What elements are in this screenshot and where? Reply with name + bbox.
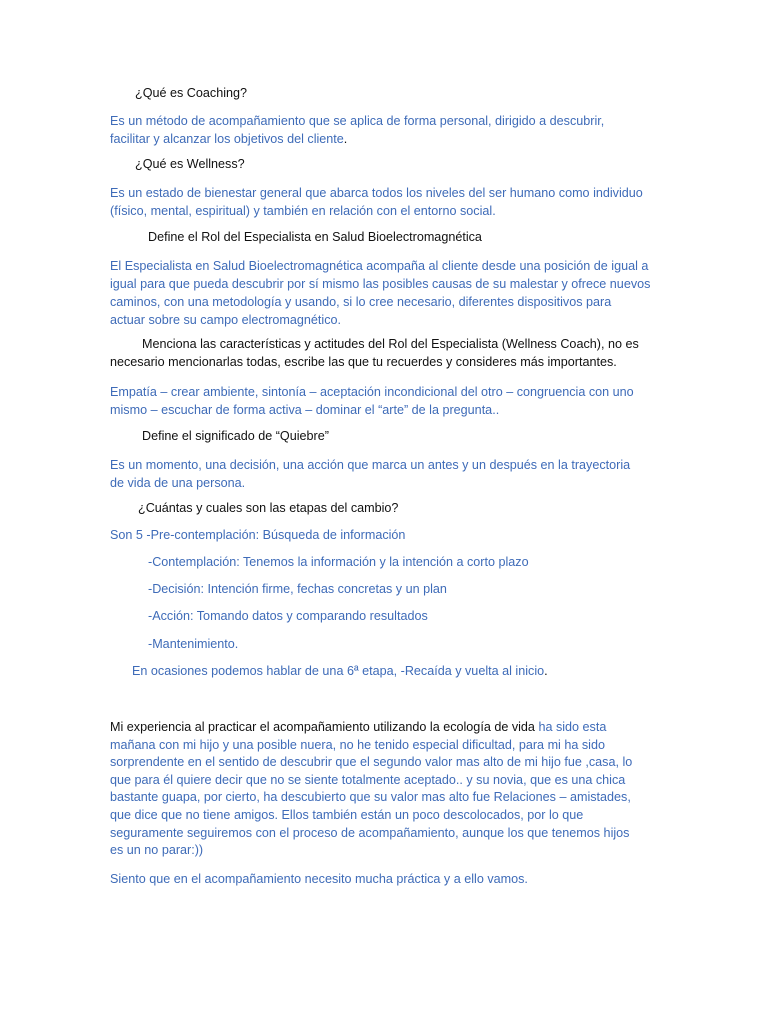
answer-rol-especialista (110, 257, 662, 329)
experience-line: bastante guapa, por cierto, ha descubierto que su valor mas alto fue Relaciones – amistades, (110, 790, 631, 805)
answer-line: facilitar y alcanzar los objetivos del cliente. (110, 132, 348, 146)
experience-line: sorprendente en el sentido de descubrir que el segundo valor mas alto de mi hijo fue ,casa, lo (110, 755, 633, 770)
question-caracteristicas-line1: Menciona las características y actitudes del Rol del Especialista (Wellness Coach), no es (142, 337, 639, 351)
answer-line: mismo – escuchar de forma activa – dominar el “arte” de la pregunta.. (110, 403, 500, 417)
answer-line: caminos, con una metodología y usando, si lo cree necesario, diferentes dispositivos para (110, 295, 612, 309)
experience-line: seguramente seguiremos con el proceso de acompañamiento, aunque los que tenemos hijos (110, 825, 630, 840)
stage-extra: En ocasiones podemos hablar de una 6ª etapa, -Recaída y vuelta al inicio. (132, 664, 548, 678)
answer-line: Es un estado de bienestar general que abarca todos los niveles del ser humano como individuo (110, 186, 643, 200)
answer-line: Es un momento, una decisión, una acción que marca un antes y un después en la trayectoria (110, 458, 631, 472)
experience-paragraph (110, 719, 670, 860)
answer-line: de vida de una persona. (110, 476, 246, 490)
question-coaching: ¿Qué es Coaching? (135, 86, 248, 100)
answer-coaching (110, 112, 662, 148)
answer-line: igual para que pueda descubrir por sí mismo las posibles causas de su malestar y ofrece nuevos (110, 277, 651, 291)
experience-line: que dice que no tiene amigos. Ellos también están un poco descolocados, por lo que (110, 807, 584, 822)
experience-line: que para él quiere decir que no se siente totalmente aceptado.. y su novia, que es una chica (110, 772, 626, 787)
stage-item: -Decisión: Intención firme, fechas concretas y un plan (148, 582, 447, 596)
stage-intro: Son 5 -Pre-contemplación: Búsqueda de información (110, 528, 406, 542)
experience-line: es un no parar:)) (110, 843, 204, 858)
question-caracteristicas-line2: necesario mencionarlas todas, escribe las que tu recuerdes y consideres más importantes. (110, 355, 617, 369)
stage-item: -Mantenimiento. (148, 637, 239, 651)
stage-item: -Acción: Tomando datos y comparando resultados (148, 609, 428, 623)
question-etapas-cambio: ¿Cuántas y cuales son las etapas del cambio? (138, 501, 399, 515)
answer-line: Empatía – crear ambiente, sintonía – aceptación incondicional del otro – congruencia con uno (110, 385, 634, 399)
stage-item: -Contemplación: Tenemos la información y la intención a corto plazo (148, 555, 529, 569)
answer-line: Es un método de acompañamiento que se aplica de forma personal, dirigido a descubrir, (110, 114, 605, 128)
question-rol-especialista: Define el Rol del Especialista en Salud Bioelectromagnética (148, 230, 482, 244)
experience-line: mañana con mi hijo y una posible nuera, no he tenido especial dificultad, para mi ha sido (110, 737, 605, 752)
question-wellness: ¿Qué es Wellness? (135, 157, 245, 171)
answer-line: El Especialista en Salud Bioelectromagnética acompaña al cliente desde una posición de igual a (110, 259, 649, 273)
answer-wellness (110, 184, 662, 220)
question-quiebre: Define el significado de “Quiebre” (142, 429, 329, 443)
answer-caracteristicas (110, 383, 662, 419)
closing-line (110, 870, 662, 888)
answer-line: (físico, mental, espiritual) y también en relación con el entorno social. (110, 204, 496, 218)
answer-quiebre (110, 456, 662, 492)
answer-line: actuar sobre su campo electromagnético. (110, 313, 342, 327)
experience-line: Mi experiencia al practicar el acompañamiento utilizando la ecología de vida ha sido esta (110, 720, 607, 734)
closing-text: Siento que en el acompañamiento necesito mucha práctica y a ello vamos. (110, 872, 528, 886)
